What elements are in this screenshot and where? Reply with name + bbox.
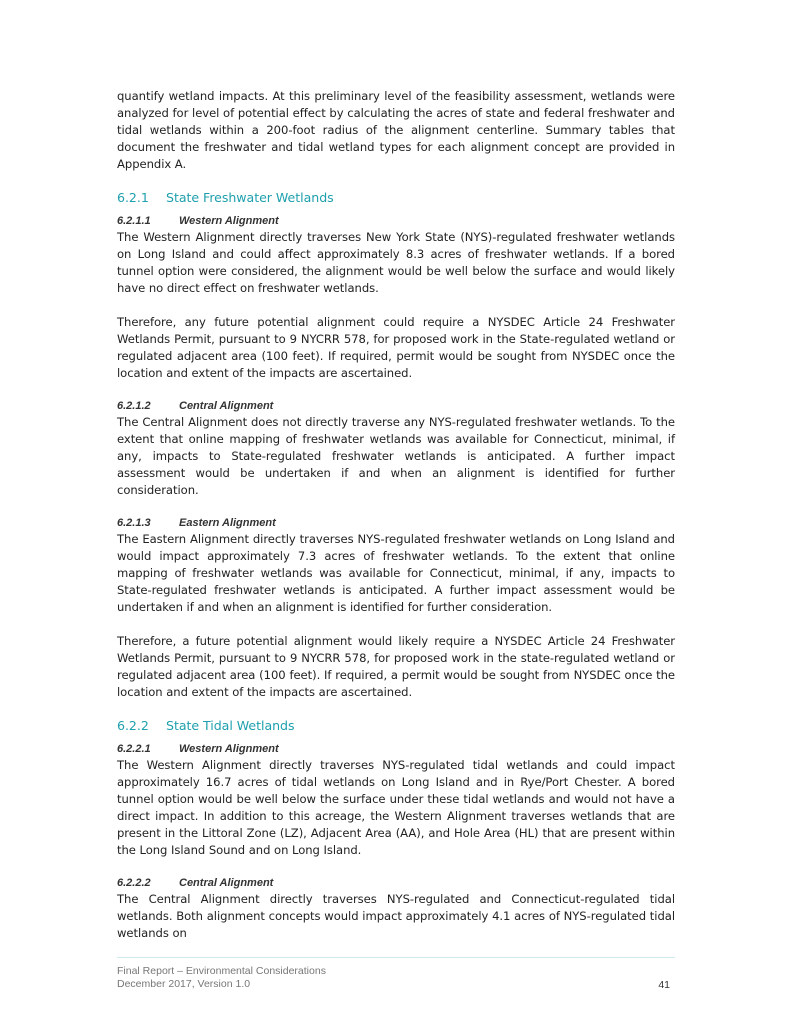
- subsection-heading-6-2-2-1: [117, 741, 675, 757]
- section-title: State Tidal Wetlands: [166, 718, 295, 733]
- footer-report-title: Final Report – Environmental Considerations: [117, 965, 326, 977]
- subsection-number: 6.2.2.1: [117, 743, 151, 755]
- paragraph: The Central Alignment does not directly traverse any NYS-regulated freshwater wetlands. To the extent that online mapping of freshwater wetlands was available for Connecticut, minimal, if any, impacts to State-regulated freshwater wetlands is anticipated. A further impact assessment would be undertaken if and when an alignment is identified for further consideration.: [117, 415, 675, 497]
- subsection-number: 6.2.2.2: [117, 877, 151, 889]
- section-number: 6.2.1: [117, 190, 149, 205]
- subsection-heading-6-2-1-2: [117, 398, 675, 414]
- subsection-title: Western Alignment: [179, 215, 279, 227]
- subsection-heading-6-2-2-2: [117, 875, 675, 891]
- subsection-title: Eastern Alignment: [179, 517, 276, 529]
- paragraph: The Central Alignment directly traverses NYS-regulated and Connecticut-regulated tidal wetlands. Both alignment concepts would impact approximately 4.1 acres of NYS-regulated tidal wetlands on: [117, 892, 675, 940]
- subsection-number: 6.2.1.3: [117, 517, 151, 529]
- subsection-number: 6.2.1.1: [117, 215, 151, 227]
- subsection-heading-6-2-1-3: [117, 515, 675, 531]
- section-title: State Freshwater Wetlands: [166, 190, 334, 205]
- footer-version: December 2017, Version 1.0: [117, 978, 251, 990]
- intro-paragraph: quantify wetland impacts. At this preliminary level of the feasibility assessment, wetlands were analyzed for level of potential effect by calculating the acres of state and federal freshwater and tidal wetlands within a 200-foot radius of the alignment centerline. Summary tables that document the freshwater and tidal wetland types for each alignment concept are provided in Appendix A.: [117, 89, 675, 171]
- subsection-title: Central Alignment: [179, 877, 274, 889]
- subsection-number: 6.2.1.2: [117, 400, 151, 412]
- subsection-heading-6-2-1-1: [117, 213, 675, 229]
- paragraph: Therefore, any future potential alignment could require a NYSDEC Article 24 Freshwater Wetlands Permit, pursuant to 9 NYCRR 578, for proposed work in the State-regulated wetland or regulated adjacent area (100 feet). If required, permit would be sought from NYSDEC once the location and extent of the impacts are ascertained.: [117, 315, 675, 380]
- paragraph: The Western Alignment directly traverses New York State (NYS)-regulated freshwater wetlands on Long Island and could affect approximately 8.3 acres of freshwater wetlands. If a bored tunnel option were considered, the alignment would be well below the surface and would likely have no direct effect on freshwater wetlands.: [117, 230, 675, 295]
- subsection-title: Western Alignment: [179, 743, 279, 755]
- section-number: 6.2.2: [117, 718, 149, 733]
- page-content: [117, 88, 675, 942]
- section-heading-6-2-1: [117, 189, 675, 206]
- footer-divider: [117, 957, 675, 958]
- section-heading-6-2-2: [117, 717, 675, 734]
- paragraph: The Eastern Alignment directly traverses NYS-regulated freshwater wetlands on Long Island and would impact approximately 7.3 acres of freshwater wetlands. To the extent that online mapping of freshwater wetlands was available for Connecticut, minimal, if any, impacts to State-regulated freshwater wetlands is anticipated. A further impact assessment would be undertaken if and when an alignment is identified for further consideration.: [117, 532, 675, 614]
- page-footer: [117, 965, 675, 991]
- page-number: 41: [658, 979, 670, 991]
- paragraph: Therefore, a future potential alignment would likely require a NYSDEC Article 24 Freshwater Wetlands Permit, pursuant to 9 NYCRR 578, for proposed work in the state-regulated wetland or regulated adjacent area (100 feet). If required, a permit would be sought from NYSDEC once the location and extent of the impacts are ascertained.: [117, 634, 675, 699]
- subsection-title: Central Alignment: [179, 400, 274, 412]
- paragraph: The Western Alignment directly traverses NYS-regulated tidal wetlands and could impact approximately 16.7 acres of tidal wetlands on Long Island and in Rye/Port Chester. A bored tunnel option would be well below the surface under these tidal wetlands and would not have a direct impact. In addition to this acreage, the Western Alignment traverses wetlands that are present in the Littoral Zone (LZ), Adjacent Area (AA), and Hole Area (HL) that are present within the Long Island Sound and on Long Island.: [117, 758, 675, 857]
